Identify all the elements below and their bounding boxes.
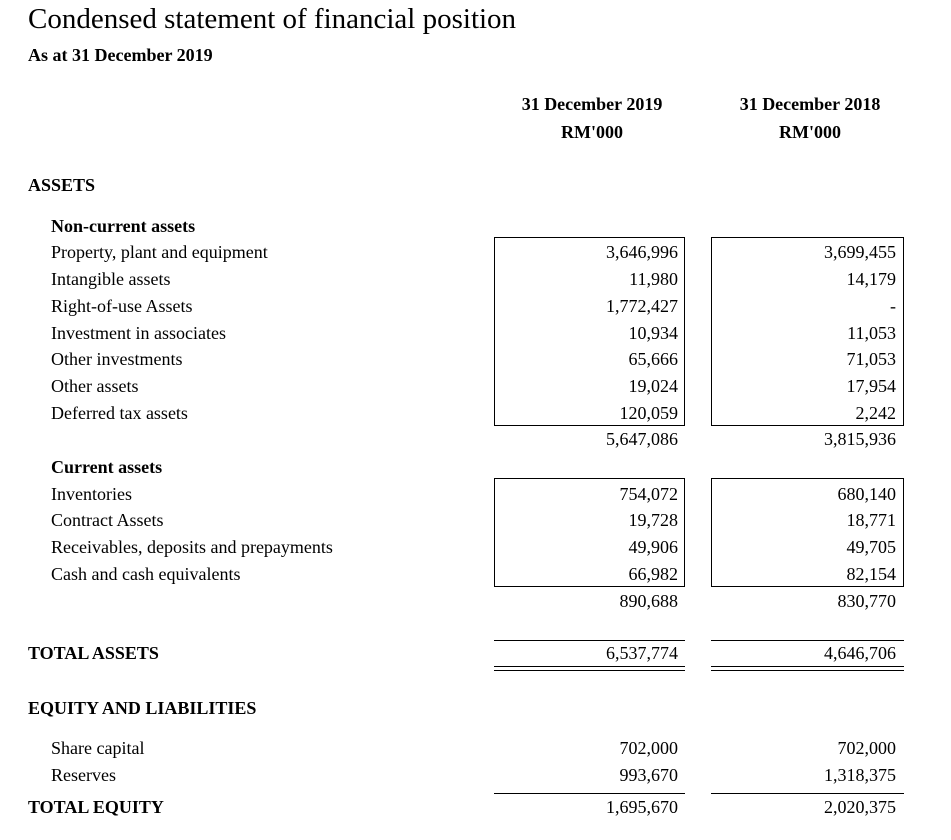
total-equity-label: TOTAL EQUITY: [28, 797, 164, 817]
non-current-assets-heading: Non-current assets: [51, 216, 196, 236]
row-value-2018: 2,242: [855, 403, 896, 423]
row-value-2018: 71,053: [846, 349, 896, 369]
row-label: Other assets: [51, 376, 139, 396]
total-assets-label: TOTAL ASSETS: [28, 643, 159, 663]
row-value-2018: 49,705: [846, 537, 896, 557]
total-assets-2018: 4,646,706: [824, 643, 896, 663]
current-assets-heading: Current assets: [51, 457, 163, 477]
total-equity-rule-2019: [494, 793, 685, 794]
row-value-2018: 3,699,455: [824, 242, 896, 262]
total-assets-double-rule-2018a: [711, 666, 904, 667]
row-value-2019: 702,000: [619, 738, 678, 758]
row-label: Receivables, deposits and prepayments: [51, 537, 333, 557]
total-equity-2019: 1,695,670: [606, 797, 678, 817]
total-equity-2018: 2,020,375: [824, 797, 896, 817]
non-current-total-2018: 3,815,936: [824, 429, 896, 449]
row-value-2019: 3,646,996: [606, 242, 678, 262]
row-label: Intangible assets: [51, 269, 171, 289]
row-value-2018: 14,179: [846, 269, 896, 289]
row-value-2018: 11,053: [847, 323, 896, 343]
row-label: Investment in associates: [51, 323, 226, 343]
total-assets-top-rule-2019: [494, 640, 685, 641]
row-value-2019: 11,980: [629, 269, 678, 289]
column-header-2019-date: 31 December 2019: [521, 94, 663, 114]
row-value-2019: 66,982: [628, 564, 678, 584]
row-value-2019: 754,072: [619, 484, 678, 504]
row-label: Deferred tax assets: [51, 403, 188, 423]
row-label: Cash and cash equivalents: [51, 564, 241, 584]
page-title: Condensed statement of financial position: [28, 3, 517, 35]
total-equity-rule-2018: [711, 793, 904, 794]
current-total-2018: 830,770: [837, 591, 896, 611]
row-value-2019: 49,906: [628, 537, 678, 557]
row-label: Contract Assets: [51, 510, 164, 530]
row-label: Share capital: [51, 738, 145, 758]
row-value-2018: 82,154: [846, 564, 896, 584]
row-label: Reserves: [51, 765, 116, 785]
row-label: Other investments: [51, 349, 183, 369]
row-value-2019: 120,059: [619, 403, 678, 423]
row-value-2019: 1,772,427: [606, 296, 678, 316]
current-total-2019: 890,688: [619, 591, 678, 611]
row-value-2018: -: [890, 296, 896, 316]
assets-heading: ASSETS: [28, 175, 96, 195]
row-value-2018: 702,000: [837, 738, 896, 758]
row-label: Property, plant and equipment: [51, 242, 268, 262]
total-assets-double-rule-2018b: [711, 670, 904, 671]
row-value-2019: 19,728: [628, 510, 678, 530]
row-value-2019: 993,670: [619, 765, 678, 785]
row-label: Inventories: [51, 484, 132, 504]
column-header-2018-unit: RM'000: [779, 122, 841, 142]
row-value-2018: 18,771: [846, 510, 896, 530]
non-current-total-2019: 5,647,086: [606, 429, 678, 449]
row-value-2019: 19,024: [628, 376, 678, 396]
column-header-2018-date: 31 December 2018: [739, 94, 881, 114]
total-assets-top-rule-2018: [711, 640, 904, 641]
row-value-2018: 17,954: [846, 376, 896, 396]
column-header-2019-unit: RM'000: [561, 122, 623, 142]
page-subtitle: As at 31 December 2019: [28, 45, 213, 65]
total-assets-double-rule-2019a: [494, 666, 685, 667]
row-value-2019: 65,666: [628, 349, 678, 369]
equity-liabilities-heading: EQUITY AND LIABILITIES: [28, 698, 257, 718]
total-assets-double-rule-2019b: [494, 670, 685, 671]
row-value-2018: 1,318,375: [824, 765, 896, 785]
row-label: Right-of-use Assets: [51, 296, 193, 316]
row-value-2019: 10,934: [628, 323, 678, 343]
row-value-2018: 680,140: [837, 484, 896, 504]
total-assets-2019: 6,537,774: [606, 643, 678, 663]
